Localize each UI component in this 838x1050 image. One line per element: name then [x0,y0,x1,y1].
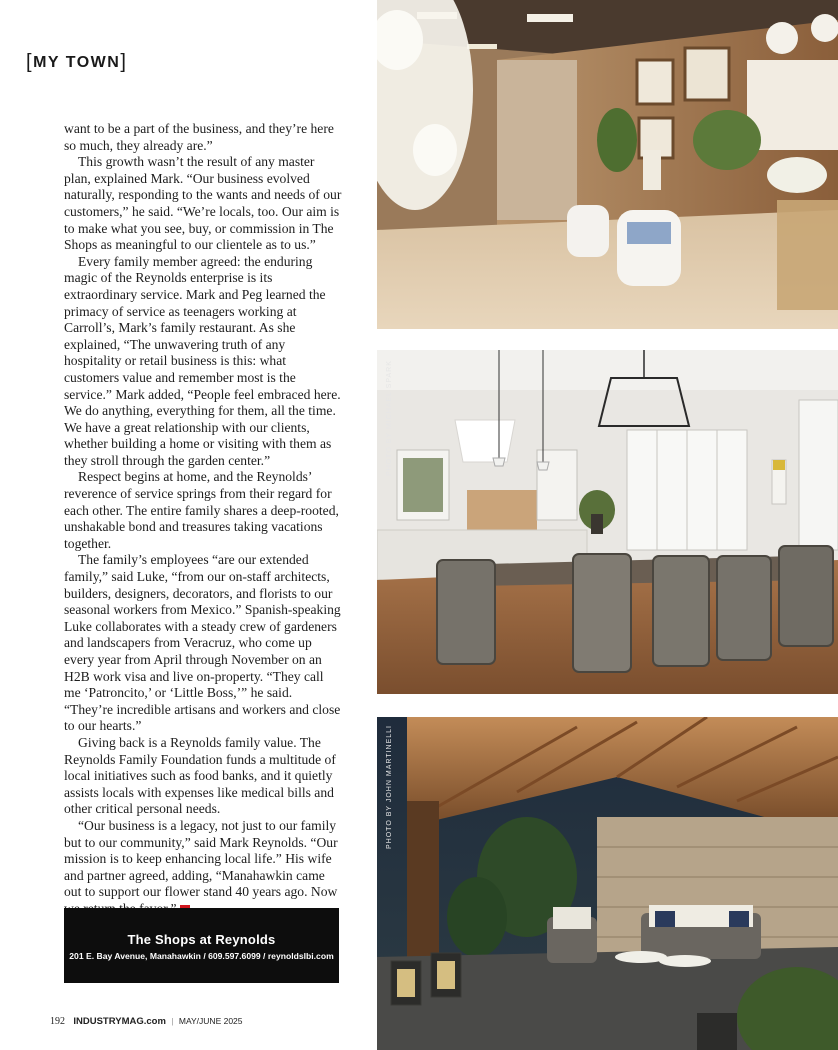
article-paragraph: want to be a part of the business, and they’re here so much, they already are.” [64,121,334,153]
info-box-address: 201 E. Bay Avenue, Manahawkin / 609.597.6099 / reynoldslbi.com [69,951,334,961]
info-box [64,908,339,983]
kitchen-dining-photo [377,350,838,694]
article-paragraph: Respect begins at home, and the Reynolds’ reverence of service springs from their regard for each other. The entire family shares a deep-rooted, unshakable bond and treasures taking vacations together. [64,469,339,551]
section-tag-label: MY TOWN [33,54,121,71]
showroom-photo [377,0,838,329]
article-paragraph: The family’s employees “are our extended family,” said Luke, “from our on-staff architects, builders, designers, decorators, and florists to our seasonal workers from Mexico.” Spanish-speaking Luke collaborates with a steady crew of gardeners and landscapers from Veracruz, who come up every year from April through November on an H2B work visa and live on-property. “They call me ‘Patroncito,’ or ‘Little Boss,’” he said. “They’re incredible artisans and workers and close to our hearts.” [64,552,341,734]
article-paragraph: Every family member agreed: the enduring magic of the Reynolds enterprise is its extraordinary service. Mark and Peg learned the primacy of service as teenagers working at Carroll’s, Mark’s family restaurant. As she explained, “The unwavering truth of any hospitality or retail business is this: what customers value and remember most is the service.” Mark added, “People feel embraced here. We do anything, everything for them, all the time. We have a great relationship with our clients, whether building a home or visiting with them as they stroll through the garden center.” [64,253,341,468]
article-paragraph: This growth wasn’t the result of any master plan, explained Mark. “Our business evolved naturally, responding to the wants and needs of our customers,” he said. “We’re locals, too. Our aim is to make what you see, buy, or commission in The Shops as meaningful to our clientele as to us.” [64,154,342,253]
page-footer [50,1016,243,1027]
section-tag-close-bracket: ] [120,51,128,73]
article-body [64,121,342,918]
photo-credit-kitchen: PHOTO BY MICHAEL SPARK [386,360,393,476]
footer-site[interactable]: INDUSTRYMAG.com [73,1016,166,1027]
article-paragraph-last [64,818,342,918]
page-number: 192 [50,1016,65,1027]
photo-credit-patio: PHOTO BY JOHN MARTINELLI [386,725,393,849]
info-box-name: The Shops at Reynolds [127,932,276,947]
section-tag [26,50,127,73]
article-paragraph-text: “Our business is a legacy, not just to our family but to our community,” said Mark Reynolds. “Our mission is to keep enhancing local life.” His wife and partner agreed, adding, “Manahawkin came out to support our flower stand 40 years ago. Now [64,817,338,900]
footer-separator: | [171,1016,174,1026]
patio-photo [377,717,838,1050]
footer-issue: MAY/JUNE 2025 [178,1016,243,1026]
article-paragraph: Giving back is a Reynolds family value. The Reynolds Family Foundation funds a multitude of local initiatives such as food banks, and it quietly assists locals with expenses like medical bills and other critical personal needs. [64,734,336,817]
section-tag-open-bracket: [ [26,51,34,73]
